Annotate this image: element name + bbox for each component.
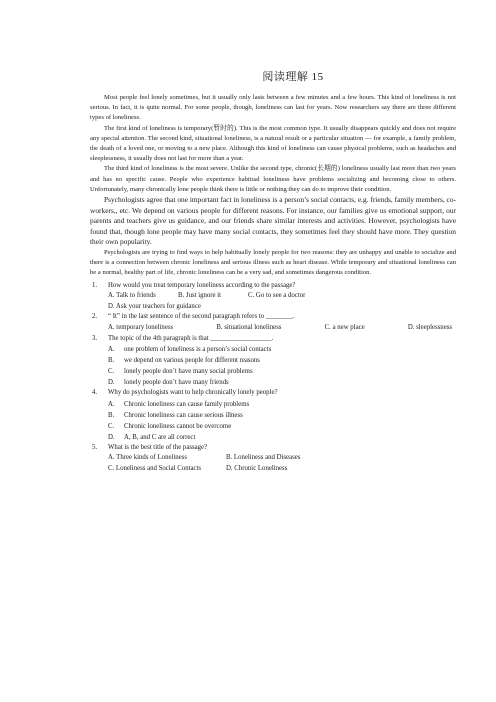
option-c: C. Go to see a doctor <box>248 292 306 300</box>
paragraph-4: Psychologists agree that one important fact in loneliness is a person’s social contacts, e.g. friends, family members, co-workers,, etc. We depend on various people for different reasons. For instance, our families give us emotional support, our parents and teachers give us guidance, and our friends share similar interests and activities. However, psychologists have found that, though lone people may have many social contacts, they sometimes feel they should have more. They question their own popularity. <box>90 195 456 247</box>
question-text: “ It” in the last sentence of the second paragraph refers to ________. <box>108 313 295 321</box>
paragraph-2: The first kind of loneliness is temporary(暂时的). This is the most common type. It usually disappears quickly and does not require any special attention. The second kind, situational loneliness, is a natural result or a particular situation — for example, a family problem, the death of a loved one, or moving to a new place. Although this kind of loneliness can cause physical problems, such as headaches and sleeplessness, it usually does not last for more than a year. <box>90 124 456 163</box>
question-5-options <box>90 453 456 464</box>
question-number: 3. <box>92 334 98 342</box>
question-3 <box>90 334 456 345</box>
question-1 <box>90 281 456 292</box>
option-a: A. Chronic loneliness can cause family problems <box>108 400 250 408</box>
question-2 <box>90 312 456 323</box>
question-4 <box>90 388 456 399</box>
paragraph-3: The third kind of loneliness is the most severe. Unlike the second type, chronic(长期的) loneliness usually last more than two years and has no specific cause. People who experience habitual loneliness have problems socializing and becoming close to others. Unfortunately, many chronically lone people think there is little or nothing they can do to improve their condition. <box>90 165 456 193</box>
paragraph-5: Psychologists are trying to find ways to help habitually lonely people for two reasons: they are unhappy and unable to socialize and there is a connection between chronic loneliness and serious illness such as heart disease. While temporary and situational loneliness can be a normal, healthy part of life, chronic loneliness can be a very sad, and sometimes dangerous condition. <box>90 249 456 277</box>
question-5-options-row2 <box>90 464 456 475</box>
question-list <box>90 281 456 475</box>
option-d: D. lonely people don’t have many friends <box>108 379 229 387</box>
option-a: A. one problem of loneliness is a person’s social contacts <box>108 346 272 354</box>
question-text: Why do psychologists want to help chronically lonely people? <box>108 389 278 397</box>
question-number: 2. <box>92 313 98 321</box>
option-d: D. sleeplessness <box>407 323 453 331</box>
question-1-options-row2 <box>90 302 456 313</box>
question-number: 5. <box>92 443 98 451</box>
option-b: B. Just ignore it <box>178 292 222 300</box>
question-1-options <box>90 291 456 302</box>
option-c: C. Chronic loneliness cannot be overcome <box>108 422 232 430</box>
question-5 <box>90 443 456 454</box>
question-number: 1. <box>92 281 98 289</box>
question-number: 4. <box>92 389 98 397</box>
option-c: C. Loneliness and Social Contacts <box>108 464 202 472</box>
paragraph-1: Most people feel lonely sometimes, but it usually only lasts between a few minutes and a few hours. This kind of loneliness is not serious. In fact, it is quite normal. For some people, though, loneliness can last for years. Now researchers say there are three different types of loneliness. <box>90 94 456 122</box>
option-a: A. Talk to friends <box>108 292 156 300</box>
option-d: D. A, B, and C are all correct <box>108 433 196 441</box>
page-title: 阅读理解 15 <box>262 71 324 83</box>
question-text: The topic of the 4th paragraph is that __________________. <box>108 334 274 342</box>
option-d: D. Chronic Loneliness <box>226 464 288 472</box>
option-c: C. a new place <box>324 323 365 331</box>
option-b: B. Chronic loneliness can cause serious illness <box>108 411 243 419</box>
question-text: How would you treat temporary loneliness according to the passage? <box>108 281 296 289</box>
question-2-options <box>90 323 456 334</box>
option-a: A. Three kinds of Loneliness <box>108 454 187 462</box>
option-b: B. situational loneliness <box>216 323 282 331</box>
question-text: What is the best title of the passage? <box>108 443 208 451</box>
option-a: A. temporary loneliness <box>108 323 174 331</box>
option-b: B. we depend on various people for different reasons <box>108 357 260 365</box>
option-d: D. Ask your teachers for guidance <box>108 302 201 310</box>
option-b: B. Loneliness and Diseases <box>226 454 301 462</box>
option-c: C. lonely people don’t have many social problems <box>108 368 253 376</box>
